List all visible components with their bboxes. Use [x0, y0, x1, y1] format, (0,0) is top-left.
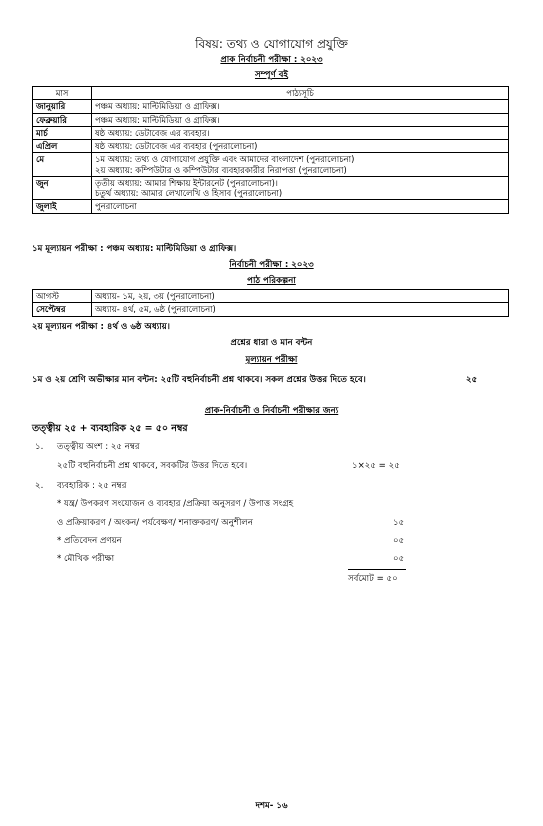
selection-exam-title: নির্বাচনী পরীক্ষা : ২০২৩ [229, 260, 314, 270]
table-row [33, 126, 509, 139]
lesson-plan-title: পাঠ পরিকল্পনা [247, 276, 296, 286]
month-cell: ফেব্রুয়ারি [33, 113, 92, 126]
syllabus-line: তৃতীয় অধ্যায়: আমার শিক্ষায় ইন্টারনেট (পুনরালোচনা)। [95, 177, 278, 188]
first-evaluation-line: ১ম মূল্যায়ন পরীক্ষা : পঞ্চম অধ্যায়: মাল্টিমিডিয়া ও গ্রাফিক্স। [32, 244, 237, 254]
month-cell: মার্চ [33, 126, 92, 139]
table-row [33, 140, 509, 153]
col-syllabus-header: পাঠ্যসূচি [92, 87, 509, 100]
practical-item-marks: ০৫ [393, 554, 405, 564]
syllabus-cell [92, 126, 509, 139]
table-header-row [33, 87, 509, 100]
table-row [33, 200, 509, 213]
syllabus-cell [92, 176, 509, 200]
table-row [33, 290, 509, 303]
marks-total-line: তত্ত্বীয় ২৫ + ব্যবহারিক ২৫ = ৫০ নম্বর [32, 423, 188, 434]
book-label: সম্পূর্ণ বই [254, 70, 289, 80]
question-pattern-title: প্রশ্নের ধারা ও মান বন্টন [230, 338, 313, 348]
grand-total: সর্বমোট = ৫০ [348, 574, 398, 584]
month-cell: এপ্রিল [33, 140, 92, 153]
lesson-plan-table [32, 289, 509, 317]
section-title: তত্ত্বীয় অংশ : ২৫ নম্বর [57, 442, 140, 452]
syllabus-line: ষষ্ঠ অধ্যায়: ডেটাবেজ এর ব্যবহার (পুনরালোচনা) [95, 141, 258, 151]
col-month-header: মাস [33, 87, 92, 100]
exam-title: প্রাক নির্বাচনী পরীক্ষা : ২০২৩ [220, 55, 323, 65]
table-row [33, 176, 509, 200]
syllabus-line: চতুর্থ অধ্যায়: আমার লেখালেখি ও হিসাব (পুনরালোচনা) [95, 188, 283, 198]
second-evaluation-line: ২য় মূল্যায়ন পরীক্ষা : ৪র্থ ও ৬ষ্ঠ অধ্যায়। [32, 322, 170, 332]
syllabus-cell [92, 113, 509, 126]
syllabus-line: পঞ্চম অধ্যায়: মাল্টিমিডিয়া ও গ্রাফিক্স। [95, 101, 220, 112]
syllabus-cell [92, 100, 509, 113]
table-row [33, 303, 509, 316]
evaluation-marks-value: ২৫ [466, 375, 478, 385]
section-number: ১. [35, 442, 44, 452]
practical-item-marks: ১৫ [393, 518, 405, 528]
syllabus-line: ২য় অধ্যায়: কম্পিউটার ও কম্পিউটার ব্যবহারকারীর নিরাপত্তা (পুনরালোচনা) [95, 164, 347, 175]
month-cell: জুলাই [33, 200, 92, 213]
lesson-cell: অধ্যায়- ১ম, ২য়, ৩য় (পুনরালোচনা) [92, 290, 509, 303]
month-cell: মে [33, 153, 92, 177]
month-cell: সেপ্টেম্বর [33, 303, 92, 316]
practical-item: ও প্রক্রিয়াকরণ / অংকন/ পর্যবেক্ষণ/ শনাক্তকরণ/ অনুশীলন [57, 518, 253, 528]
section-description: ২৫টি বহুনির্বাচনী প্রশ্ন থাকবে, সবকটির উত্তর দিতে হবে। [57, 461, 248, 471]
practical-item: * প্রতিবেদন প্রণয়ন [57, 536, 122, 546]
syllabus-cell [92, 140, 509, 153]
lesson-cell: অধ্যায়- ৪র্থ, ৫ম, ৬ষ্ঠ (পুনরালোচনা) [92, 303, 509, 316]
page-number: দশম- ১৬ [255, 801, 288, 811]
subject-title: বিষয়: তথ্য ও যোগাযোগ প্রযুক্তি [195, 37, 348, 51]
syllabus-line: পঞ্চম অধ্যায়: মাল্টিমিডিয়া ও গ্রাফিক্স। [95, 114, 220, 125]
table-row [33, 100, 509, 113]
table-row [33, 113, 509, 126]
syllabus-line: পুনরালোচনা [95, 201, 137, 212]
syllabus-cell [92, 153, 509, 177]
total-divider [348, 569, 406, 570]
syllabus-line: ষষ্ঠ অধ্যায়: ডেটাবেজ এর ব্যবহার। [95, 127, 210, 138]
month-cell: জানুয়ারি [33, 100, 92, 113]
month-cell: জুন [33, 176, 92, 200]
pre-exam-heading: প্রাক-নির্বাচনী ও নির্বাচনী পরীক্ষার জন্য [204, 406, 339, 416]
syllabus-line: ১ম অধ্যায়: তথ্য ও যোগাযোগ প্রযুক্তি এবং আমাদের বাংলাদেশ (পুনরালোচনা) [95, 154, 355, 165]
syllabus-cell [92, 200, 509, 213]
section-number: ২. [35, 481, 44, 491]
evaluation-exam-title: মূল্যায়ন পরীক্ষা [245, 355, 298, 365]
evaluation-marks-line: ১ম ও ২য় শ্রেণি অভীক্ষার মান বন্টন: ২৫টি বহুনির্বাচনী প্রশ্ন থাকবে। সকল প্রশ্নের উত্তর দিতে হবে। [32, 375, 366, 385]
section-calculation: ১×২৫ = ২৫ [352, 461, 400, 471]
syllabus-table [32, 86, 509, 214]
practical-item: * মৌখিক পরীক্ষা [57, 554, 115, 564]
practical-item: * যন্ত্র/ উপকরণ সংযোজন ও ব্যবহার /প্রক্রিয়া অনুসরণ / উপাত্ত সংগ্রহ [57, 499, 294, 509]
month-cell: আগস্ট [33, 290, 92, 303]
section-title: ব্যবহারিক : ২৫ নম্বর [57, 481, 127, 491]
table-row [33, 153, 509, 177]
practical-item-marks: ০৫ [393, 536, 405, 546]
